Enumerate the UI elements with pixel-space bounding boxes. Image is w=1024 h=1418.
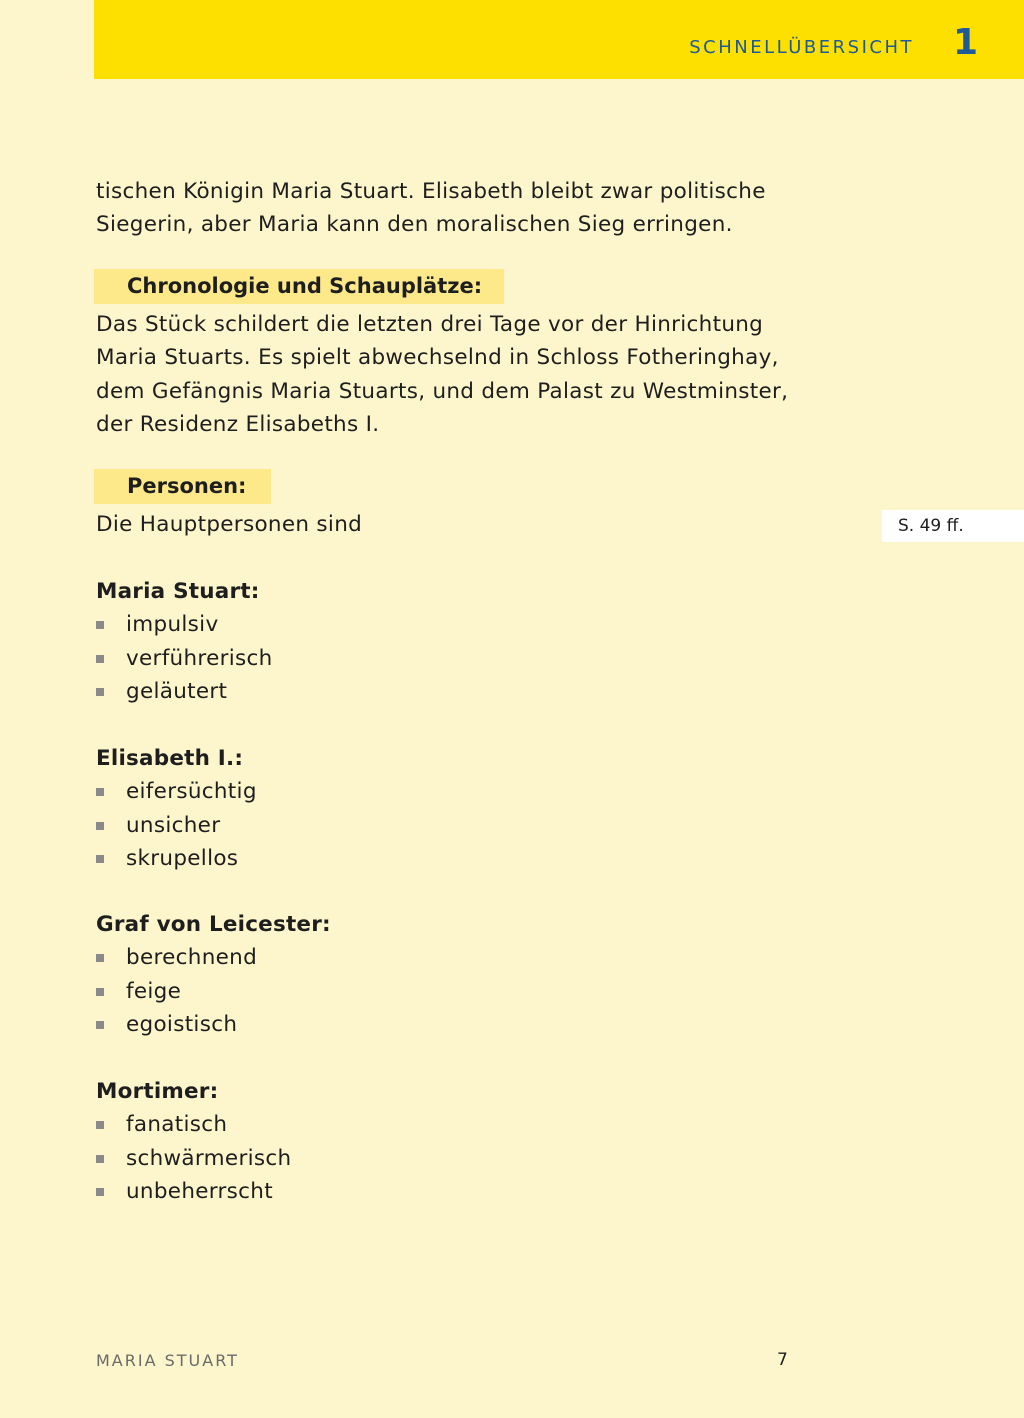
- text-line: Maria Stuarts. Es spielt abwechselnd in Schloss Fotheringhay,: [96, 345, 779, 371]
- text-line: dem Gefängnis Maria Stuarts, und dem Palast zu Westminster,: [96, 378, 789, 404]
- square-bullet-icon: [96, 822, 104, 830]
- text-line: Siegerin, aber Maria kann den moralischen Sieg erringen.: [96, 212, 733, 238]
- square-bullet-icon: [96, 688, 104, 696]
- list-item: egoistisch: [96, 1008, 331, 1041]
- character-name: Maria Stuart:: [96, 579, 260, 604]
- chronology-heading: Chronologie und Schauplätze:: [94, 269, 504, 304]
- list-item: fanatisch: [96, 1108, 291, 1141]
- character-maria-stuart: [96, 575, 273, 708]
- character-leicester: [96, 908, 331, 1041]
- list-item: schwärmerisch: [96, 1142, 291, 1175]
- character-mortimer: [96, 1075, 291, 1208]
- section-title: SCHNELLÜBERSICHT: [689, 37, 914, 58]
- chronology-paragraph: [96, 308, 806, 441]
- square-bullet-icon: [96, 988, 104, 996]
- header-bar: [94, 0, 1024, 79]
- square-bullet-icon: [96, 954, 104, 962]
- persons-intro: Die Hauptpersonen sind: [96, 512, 363, 537]
- square-bullet-icon: [96, 855, 104, 863]
- list-item: feige: [96, 975, 331, 1008]
- character-name: Graf von Leicester:: [96, 912, 331, 937]
- list-item: geläutert: [96, 675, 273, 708]
- character-name: Elisabeth I.:: [96, 746, 244, 771]
- intro-paragraph: [96, 175, 806, 242]
- square-bullet-icon: [96, 788, 104, 796]
- square-bullet-icon: [96, 621, 104, 629]
- list-item: unsicher: [96, 809, 257, 842]
- square-bullet-icon: [96, 1121, 104, 1129]
- list-item: verführerisch: [96, 642, 273, 675]
- text-line: Das Stück schildert die letzten drei Tage vor der Hinrichtung: [96, 312, 764, 337]
- character-name: Mortimer:: [96, 1079, 219, 1104]
- list-item: eifersüchtig: [96, 775, 257, 808]
- character-elisabeth: [96, 742, 257, 875]
- square-bullet-icon: [96, 655, 104, 663]
- list-item: berechnend: [96, 941, 331, 974]
- square-bullet-icon: [96, 1021, 104, 1029]
- page-reference: S. 49 ff.: [882, 510, 1024, 542]
- chapter-number: 1: [952, 22, 978, 63]
- list-item: skrupellos: [96, 842, 257, 875]
- square-bullet-icon: [96, 1188, 104, 1196]
- text-line: der Residenz Elisabeths I.: [96, 411, 380, 437]
- footer-book-title: MARIA STUART: [96, 1351, 239, 1370]
- page-number: 7: [777, 1350, 788, 1370]
- text-line: tischen Königin Maria Stuart. Elisabeth bleibt zwar politische: [96, 179, 766, 204]
- persons-heading: Personen:: [94, 469, 271, 504]
- square-bullet-icon: [96, 1155, 104, 1163]
- list-item: unbeherrscht: [96, 1175, 291, 1208]
- list-item: impulsiv: [96, 608, 273, 641]
